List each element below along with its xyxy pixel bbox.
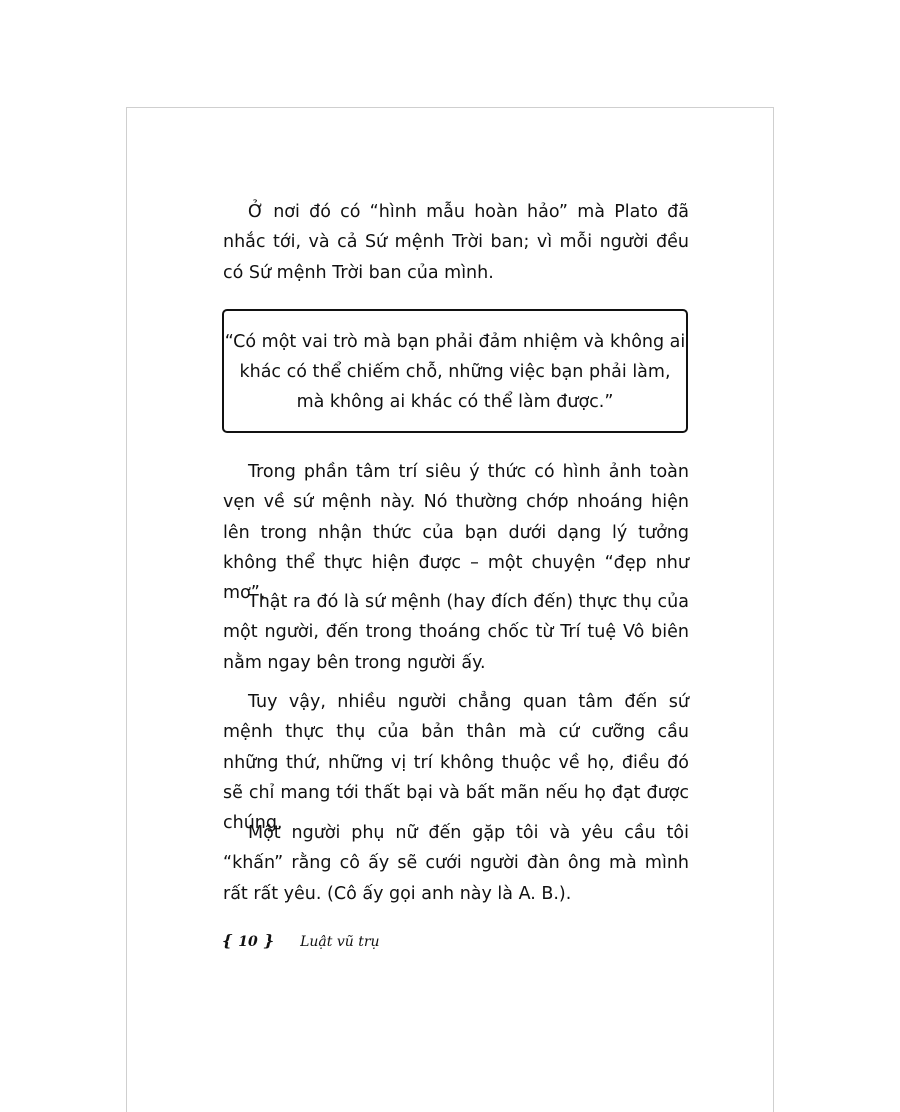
- book-title: Luật vũ trụ: [300, 934, 380, 950]
- paragraph-3: Thật ra đó là sứ mệnh (hay đích đến) thực thụ của một người, đến trong thoáng chốc từ Trí tuệ Vô biên nằm ngay bên trong người ấy.: [223, 592, 689, 673]
- page-number: 10: [238, 934, 258, 950]
- quote-box: [222, 309, 688, 433]
- brace-close: }: [263, 931, 275, 950]
- paragraph-2: Trong phần tâm trí siêu ý thức có hình ảnh toàn vẹn về sứ mệnh này. Nó thường chớp nhoáng hiện lên trong nhận thức của bạn dưới dạng lý tưởng không thể thực hiện được – một chuyện “đẹp như mơ”.: [223, 462, 689, 604]
- paragraph-5: Một người phụ nữ đến gặp tôi và yêu cầu tôi “khấn” rằng cô ấy sẽ cưới người đàn ông mà mình rất rất yêu. (Cô ấy gọi anh này là A. B.).: [223, 823, 689, 904]
- brace-open: {: [222, 931, 233, 950]
- page-footer: [222, 931, 380, 950]
- paragraph-4: Tuy vậy, nhiều người chẳng quan tâm đến sứ mệnh thực thụ của bản thân mà cứ cưỡng cầu những thứ, những vị trí không thuộc về họ, điều đó sẽ chỉ mang tới thất bại và bất mãn nếu họ đạt được chúng.: [223, 692, 689, 834]
- quote-text: “Có một vai trò mà bạn phải đảm nhiệm và không ai khác có thể chiếm chỗ, những việc bạn phải làm, mà không ai khác có thể làm được.”: [224, 332, 686, 412]
- paragraph-1: Ở nơi đó có “hình mẫu hoàn hảo” mà Plato đã nhắc tới, và cả Sứ mệnh Trời ban; vì mỗi người đều có Sứ mệnh Trời ban của mình.: [223, 202, 689, 283]
